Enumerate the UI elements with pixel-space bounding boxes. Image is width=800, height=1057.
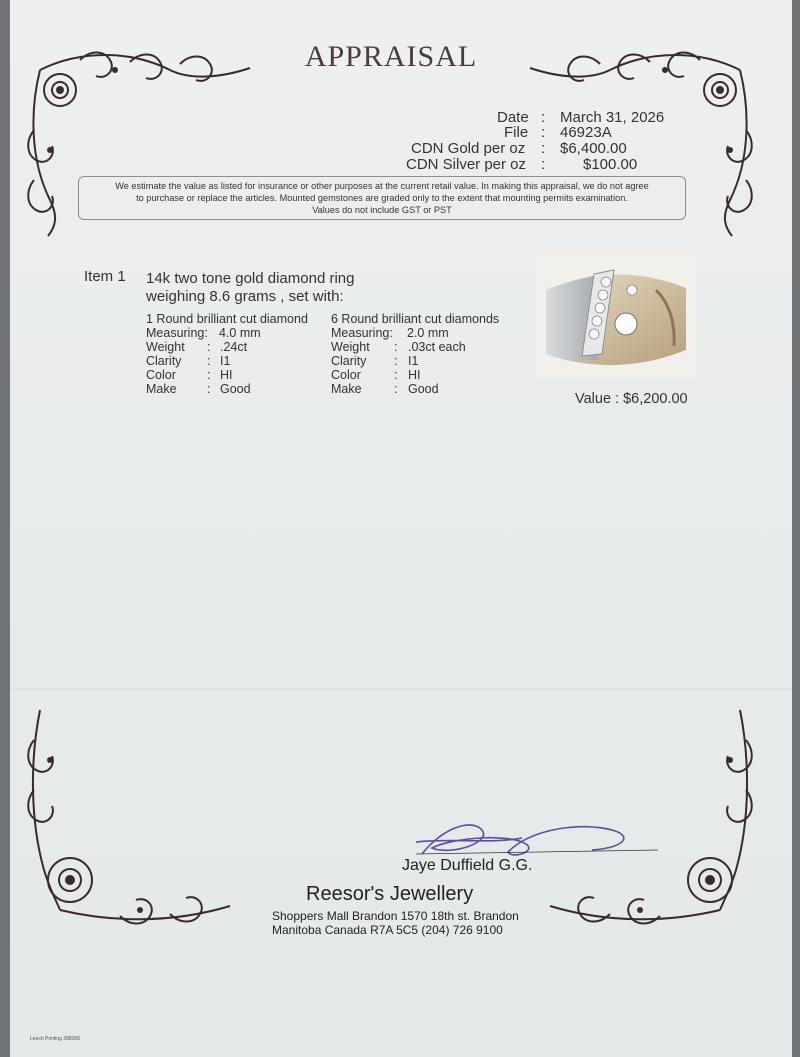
- file-value: 46923A: [560, 124, 612, 141]
- file-sep: :: [541, 124, 546, 141]
- disclaimer-line-1: We estimate the value as listed for insurance or other purposes at the current retail value. In making this appraisal, we do not agree: [115, 181, 649, 191]
- spec-sep: :: [394, 340, 398, 354]
- item-label: Item 1: [84, 268, 126, 285]
- spec-sep: :: [207, 368, 211, 382]
- appraiser-name: Jaye Duffield G.G.: [402, 857, 533, 874]
- spec-sep: :: [394, 382, 398, 396]
- spec-value: I1: [408, 354, 419, 368]
- spec-value: Good: [220, 382, 251, 396]
- date-sep: :: [541, 109, 546, 126]
- spec-value: I1: [220, 354, 231, 368]
- silver-label: CDN Silver per oz: [406, 156, 527, 173]
- document-title: APPRAISAL: [304, 40, 478, 73]
- item-description-2: weighing 8.6 grams , set with:: [146, 288, 344, 305]
- spec-key: Color: [146, 368, 176, 382]
- item-description-1: 14k two tone gold diamond ring: [146, 270, 355, 287]
- spec-value: .24ct: [220, 340, 248, 354]
- ring-photo: [536, 250, 696, 378]
- disclaimer-line-2: to purchase or replace the articles. Mounted gemstones are graded only to the extent that mounting permits examination.: [136, 193, 628, 203]
- spec-key: Make: [331, 382, 362, 396]
- spec-key: Measuring:: [331, 326, 393, 340]
- spec-key: Weight: [331, 340, 370, 354]
- spec-key: Make: [146, 382, 177, 396]
- disclaimer-line-3: Values do not include GST or PST: [312, 205, 452, 215]
- spec-value: 2.0 mm: [407, 326, 449, 340]
- gold-sep: :: [541, 140, 546, 157]
- disclaimer-box: [78, 176, 686, 220]
- spec-value: Good: [408, 382, 439, 396]
- spec-key: Measuring:: [146, 326, 208, 340]
- spec-key: Clarity: [146, 354, 182, 368]
- paper-fold: [10, 688, 792, 692]
- store-address-2: Manitoba Canada R7A 5C5 (204) 726 9100: [272, 923, 503, 937]
- printer-credit: Leech Printing 288306: [30, 1036, 81, 1042]
- spec-sep: :: [207, 354, 211, 368]
- file-label: File: [504, 124, 529, 141]
- spec-value: HI: [408, 368, 421, 382]
- stone-b-heading: 6 Round brilliant cut diamonds: [331, 312, 500, 326]
- spec-value: 4.0 mm: [219, 326, 261, 340]
- appraised-value: Value : $6,200.00: [575, 391, 688, 407]
- silver-value: $100.00: [583, 156, 638, 173]
- spec-value: .03ct each: [408, 340, 466, 354]
- spec-key: Color: [331, 368, 361, 382]
- ornament-bottom-left: [20, 700, 260, 940]
- date-label: Date: [497, 109, 529, 126]
- spec-sep: :: [394, 354, 398, 368]
- spec-sep: :: [394, 368, 398, 382]
- spec-sep: :: [207, 340, 211, 354]
- silver-sep: :: [541, 156, 546, 173]
- spec-sep: :: [207, 382, 211, 396]
- spec-value: HI: [220, 368, 233, 382]
- spec-key: Clarity: [331, 354, 367, 368]
- store-name: Reesor's Jewellery: [306, 883, 474, 905]
- store-address-1: Shoppers Mall Brandon 1570 18th st. Brandon: [272, 909, 519, 923]
- stone-a-heading: 1 Round brilliant cut diamond: [146, 312, 308, 326]
- spec-key: Weight: [146, 340, 185, 354]
- gold-label: CDN Gold per oz: [411, 140, 526, 157]
- date-value: March 31, 2026: [560, 109, 665, 126]
- gold-value: $6,400.00: [560, 140, 627, 157]
